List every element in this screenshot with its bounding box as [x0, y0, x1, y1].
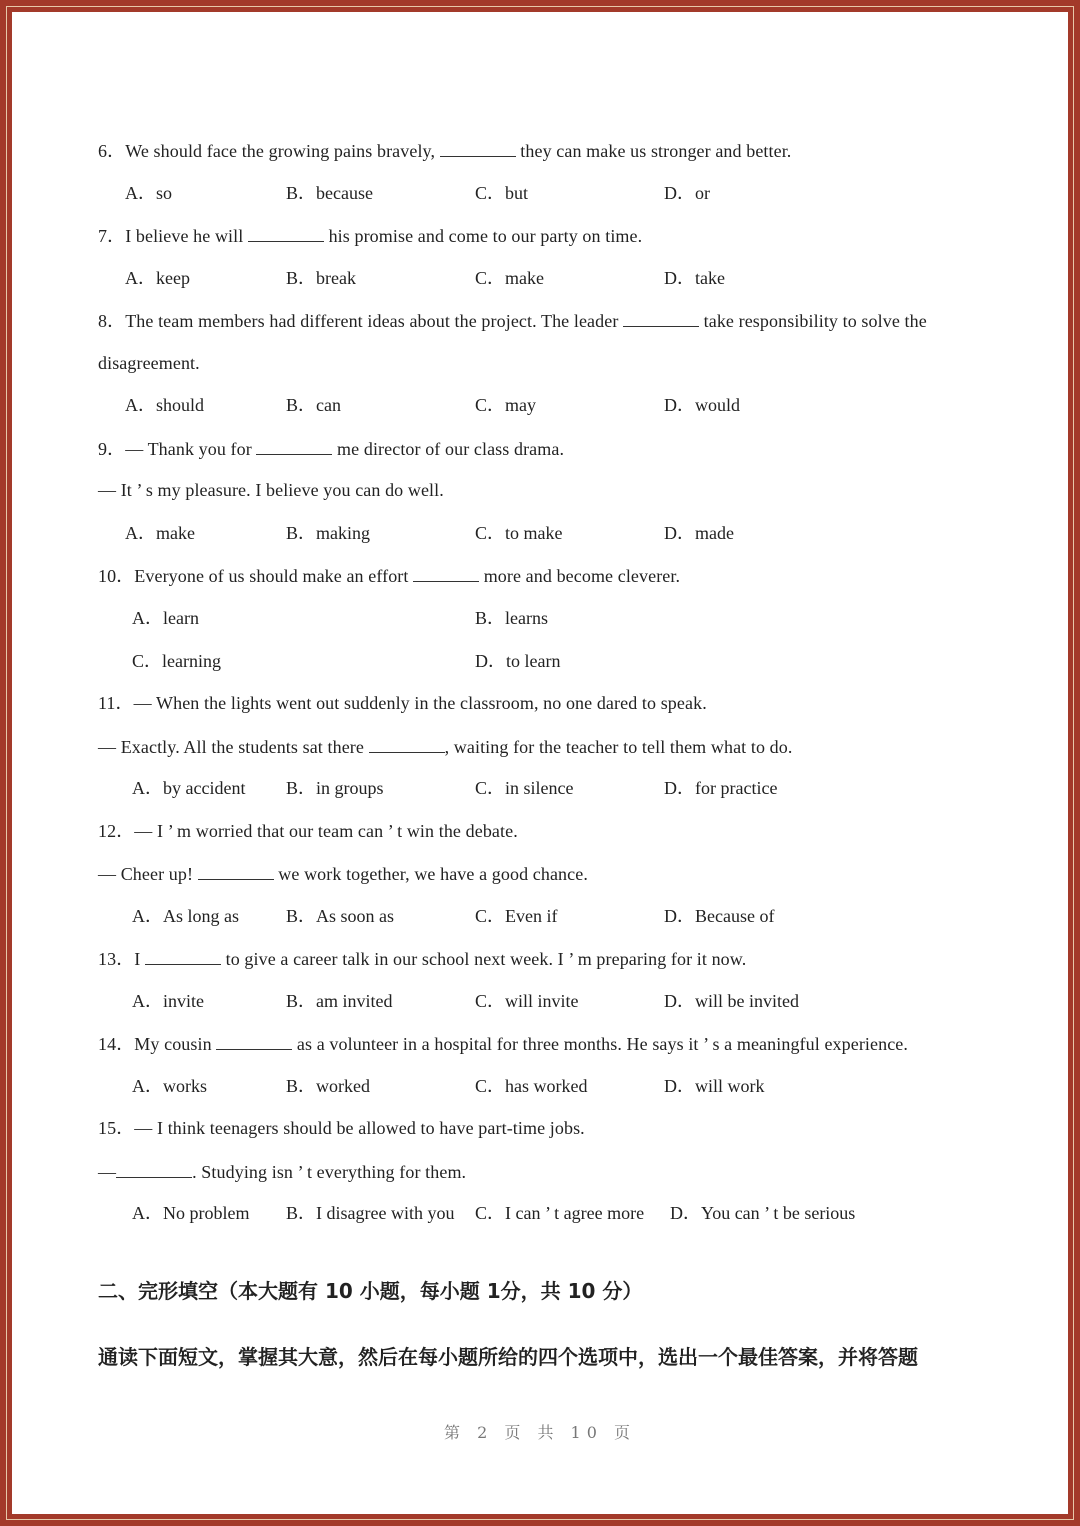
page-number: 第 2 页 共 10 页 — [444, 1423, 636, 1442]
option-a: A．learn — [132, 608, 199, 628]
question-text: — Cheer up! — [98, 864, 198, 884]
question-11-reply — [98, 735, 792, 758]
question-text: 6．We should face the growing pains bravely, — [98, 141, 440, 161]
option-a: A．should — [125, 395, 205, 415]
question-8-continued: disagreement. — [98, 353, 200, 373]
answer-blank — [216, 1032, 292, 1050]
question-6 — [98, 139, 791, 162]
answer-blank — [413, 564, 479, 582]
answer-blank — [369, 735, 445, 753]
question-12: 12．— I ’ m worried that our team can ’ t win the debate. — [98, 821, 518, 841]
option-a: A．invite — [132, 991, 204, 1011]
answer-blank — [248, 224, 324, 242]
option-a: A．No problem — [132, 1203, 250, 1223]
option-c: C．may — [475, 395, 536, 415]
question-7 — [98, 224, 642, 247]
option-d: D．You can ’ t be serious — [670, 1203, 856, 1223]
question-text: to give a career talk in our school next week. I ’ m preparing for it now. — [221, 949, 747, 969]
question-text: we work together, we have a good chance. — [273, 864, 588, 884]
option-d: D．would — [664, 395, 740, 415]
option-d: D．will be invited — [664, 991, 799, 1011]
answer-blank — [198, 862, 274, 880]
option-a: A．make — [125, 523, 195, 543]
option-b: B．am invited — [286, 991, 393, 1011]
option-b: B．because — [286, 183, 373, 203]
answer-blank — [440, 139, 516, 157]
question-text: 10．Everyone of us should make an effort — [98, 566, 414, 586]
option-a: A．keep — [125, 268, 190, 288]
option-c: C．make — [475, 268, 544, 288]
question-15-reply — [98, 1160, 466, 1183]
option-b: B．can — [286, 395, 341, 415]
question-text: , waiting for the teacher to tell them what to do. — [444, 737, 793, 757]
question-text: 13．I — [98, 949, 145, 969]
option-b: B．learns — [475, 608, 548, 628]
option-a: A．works — [132, 1076, 207, 1096]
question-text: as a volunteer in a hospital for three months. He says it ’ s a meaningful experience. — [292, 1034, 908, 1054]
question-15: 15．— I think teenagers should be allowed to have part-time jobs. — [98, 1118, 585, 1138]
question-14 — [98, 1032, 908, 1055]
option-c: C．Even if — [475, 906, 558, 926]
question-text: more and become cleverer. — [479, 566, 681, 586]
option-c: C．to make — [475, 523, 563, 543]
option-b: B．in groups — [286, 778, 384, 798]
option-d: D．made — [664, 523, 734, 543]
question-text: 9．— Thank you for — [98, 439, 257, 459]
option-b: B．I disagree with you — [286, 1203, 455, 1223]
option-b: B．As soon as — [286, 906, 395, 926]
question-9-reply: — It ’ s my pleasure. I believe you can do well. — [98, 480, 444, 500]
question-text: — Exactly. All the students sat there — [98, 737, 369, 757]
question-text: 8．The team members had different ideas about the project. The leader — [98, 311, 624, 331]
option-a: A．by accident — [132, 778, 246, 798]
option-b: B．making — [286, 523, 370, 543]
question-12-reply — [98, 862, 588, 885]
option-d: D．to learn — [475, 651, 561, 671]
answer-blank — [256, 437, 332, 455]
question-11: 11．— When the lights went out suddenly in the classroom, no one dared to speak. — [98, 693, 707, 713]
option-c: C．I can ’ t agree more — [475, 1203, 645, 1223]
option-c: C．learning — [132, 651, 221, 671]
option-d: D．for practice — [664, 778, 778, 798]
option-c: C．has worked — [475, 1076, 588, 1096]
question-text: . Studying isn ’ t everything for them. — [192, 1162, 467, 1182]
document-page — [12, 12, 1068, 1514]
option-d: D．will work — [664, 1076, 765, 1096]
option-c: C．in silence — [475, 778, 574, 798]
option-d: D．take — [664, 268, 725, 288]
question-text: me director of our class drama. — [332, 439, 565, 459]
option-a: A．As long as — [132, 906, 239, 926]
question-text: they can make us stronger and better. — [515, 141, 792, 161]
question-text: 14．My cousin — [98, 1034, 217, 1054]
option-c: C．will invite — [475, 991, 579, 1011]
option-a: A．so — [125, 183, 173, 203]
option-b: B．break — [286, 268, 356, 288]
section-instruction: 通读下面短文，掌握其大意，然后在每小题所给的四个选项中，选出一个最佳答案，并将答题 — [98, 1345, 918, 1369]
question-text: take responsibility to solve the — [699, 311, 927, 331]
answer-blank — [116, 1160, 192, 1178]
option-b: B．worked — [286, 1076, 370, 1096]
question-13 — [98, 947, 746, 970]
question-text: — — [98, 1162, 117, 1182]
answer-blank — [145, 947, 221, 965]
answer-blank — [623, 309, 699, 327]
question-9 — [98, 437, 564, 460]
option-c: C．but — [475, 183, 529, 203]
question-text: his promise and come to our party on time. — [323, 226, 643, 246]
question-8 — [98, 309, 927, 332]
section-heading: 二、完形填空（本大题有 10 小题，每小题 1分，共 10 分） — [98, 1279, 643, 1303]
option-d: D．Because of — [664, 906, 775, 926]
question-10 — [98, 564, 680, 587]
question-text: 7．I believe he will — [98, 226, 248, 246]
option-d: D．or — [664, 183, 710, 203]
